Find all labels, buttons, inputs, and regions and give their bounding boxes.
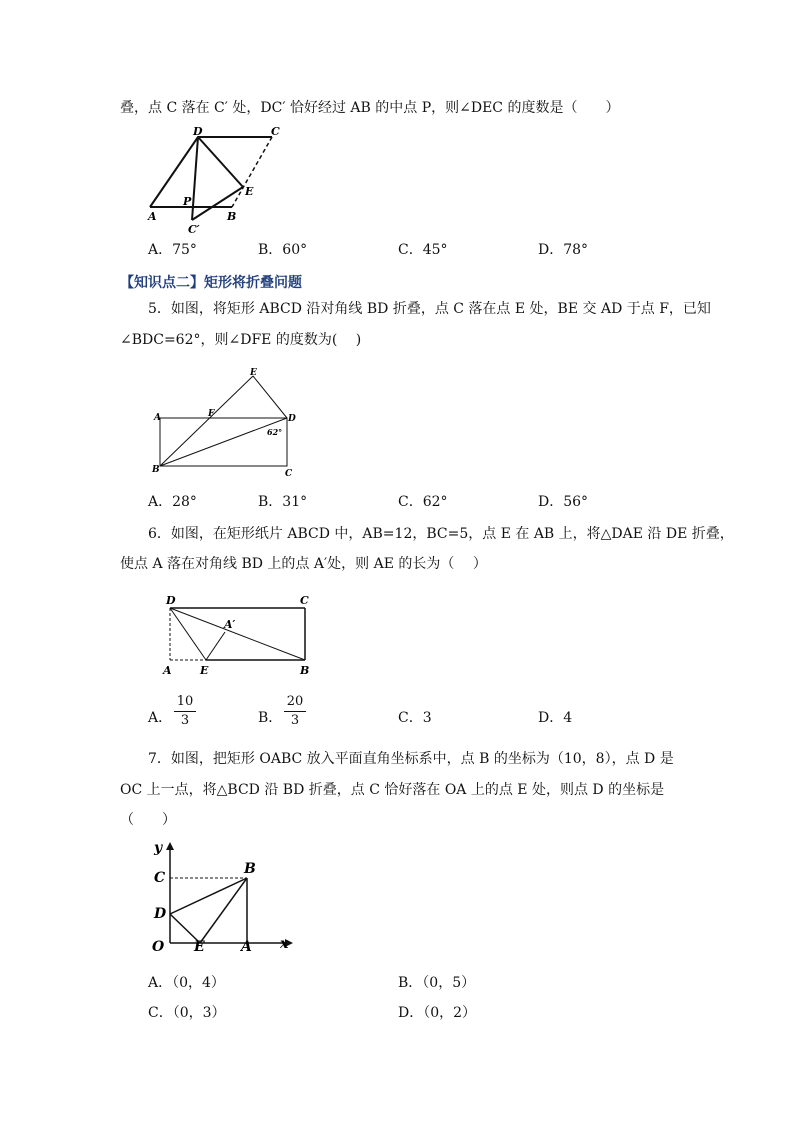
- q6-option-b-label[interactable]: B．: [258, 710, 283, 726]
- q5-option-b[interactable]: B．31°: [258, 494, 308, 510]
- q5-option-d[interactable]: D．56°: [538, 494, 589, 510]
- fraction-bar: [284, 711, 306, 712]
- q6-option-b-fraction: [284, 694, 306, 729]
- q5-option-a[interactable]: A．28°: [148, 494, 197, 510]
- q4-figure: [140, 125, 280, 235]
- q7-figure: [140, 838, 300, 958]
- q7-label-o: O: [152, 939, 165, 955]
- q5-figure: [150, 368, 300, 478]
- q5-label-d: D: [288, 414, 296, 424]
- q6-stem-line1: 6．如图，在矩形纸片 ABCD 中，AB=12，BC=5，点 E 在 AB 上，将△DAE 沿 DE 折叠，: [148, 526, 734, 542]
- q6-label-b: B: [300, 664, 310, 677]
- q7-option-d[interactable]: D．（0，2）: [398, 1005, 477, 1021]
- q4-label-b: B: [227, 210, 237, 223]
- q4-stem: 叠，点 C 落在 C′ 处，DC′ 恰好经过 AB 的中点 P，则∠DEC 的度数是（ ）: [120, 100, 620, 116]
- q6-stem-line2: 使点 A 落在对角线 BD 上的点 A′处，则 AE 的长为（ ）: [120, 556, 487, 572]
- q4-option-b[interactable]: B．60°: [258, 242, 308, 258]
- q5-label-angle: 62°: [267, 427, 283, 437]
- q6-option-a-fraction: [174, 694, 196, 729]
- q7-label-b: B: [244, 861, 256, 877]
- q4-label-p: P: [183, 195, 192, 208]
- fraction-bar: [174, 711, 196, 712]
- q6-option-c[interactable]: C．3: [398, 710, 432, 726]
- q4-label-e: E: [245, 185, 254, 198]
- q6-label-e: E: [200, 664, 209, 677]
- q6-option-b-numerator: 20: [286, 694, 304, 709]
- q6-label-d: D: [166, 594, 176, 607]
- q4-option-c[interactable]: C．45°: [398, 242, 448, 258]
- q5-label-c: C: [285, 469, 293, 479]
- q7-label-a: A: [241, 939, 252, 955]
- q5-label-f: F: [208, 409, 215, 419]
- q5-stem-line1: 5．如图，将矩形 ABCD 沿对角线 BD 折叠，点 C 落在点 E 处，BE 交 AD 于点 F，已知: [148, 301, 711, 317]
- q6-option-a-numerator: 10: [176, 694, 194, 709]
- q7-label-e: E: [194, 939, 205, 955]
- q7-stem-line3: （ ）: [120, 812, 176, 828]
- q7-option-c[interactable]: C．（0，3）: [148, 1005, 226, 1021]
- q6-option-b-denominator: 3: [290, 713, 300, 728]
- q7-option-b[interactable]: B．（0，5）: [398, 975, 476, 991]
- q7-label-c: C: [154, 870, 166, 886]
- q4-option-d[interactable]: D．78°: [538, 242, 589, 258]
- q6-option-d[interactable]: D．4: [538, 710, 573, 726]
- q6-figure: [160, 590, 320, 680]
- q6-label-c: C: [300, 594, 309, 607]
- q4-label-a: A: [148, 210, 157, 223]
- q7-stem-line2: OC 上一点，将△BCD 沿 BD 折叠，点 C 恰好落在 OA 上的点 E 处，则点 D 的坐标是: [120, 782, 665, 798]
- q5-stem-line2: ∠BDC=62°，则∠DFE 的度数为( ): [120, 332, 362, 348]
- q5-label-e: E: [250, 368, 257, 378]
- q6-option-a-denominator: 3: [180, 713, 190, 728]
- q4-option-a[interactable]: A．75°: [148, 242, 197, 258]
- q5-option-c[interactable]: C．62°: [398, 494, 448, 510]
- q6-option-a-label[interactable]: A．: [148, 710, 173, 726]
- q6-label-a-prime: A′: [224, 618, 236, 631]
- q7-label-y: y: [154, 840, 163, 856]
- q4-label-d: D: [193, 125, 203, 138]
- q6-label-a: A: [163, 664, 172, 677]
- q7-label-x: x: [280, 936, 289, 952]
- q7-label-d: D: [154, 906, 167, 922]
- q5-label-a: A: [154, 413, 161, 423]
- q4-label-c: C: [271, 125, 280, 138]
- q7-option-a[interactable]: A．（0，4）: [148, 975, 225, 991]
- q7-stem-line1: 7．如图，把矩形 OABC 放入平面直角坐标系中，点 B 的坐标为（10，8），点 D 是: [148, 751, 674, 767]
- q5-label-b: B: [152, 465, 160, 475]
- section-heading: 【知识点二】矩形将折叠问题: [120, 275, 302, 291]
- q4-label-c-prime: C′: [188, 223, 200, 236]
